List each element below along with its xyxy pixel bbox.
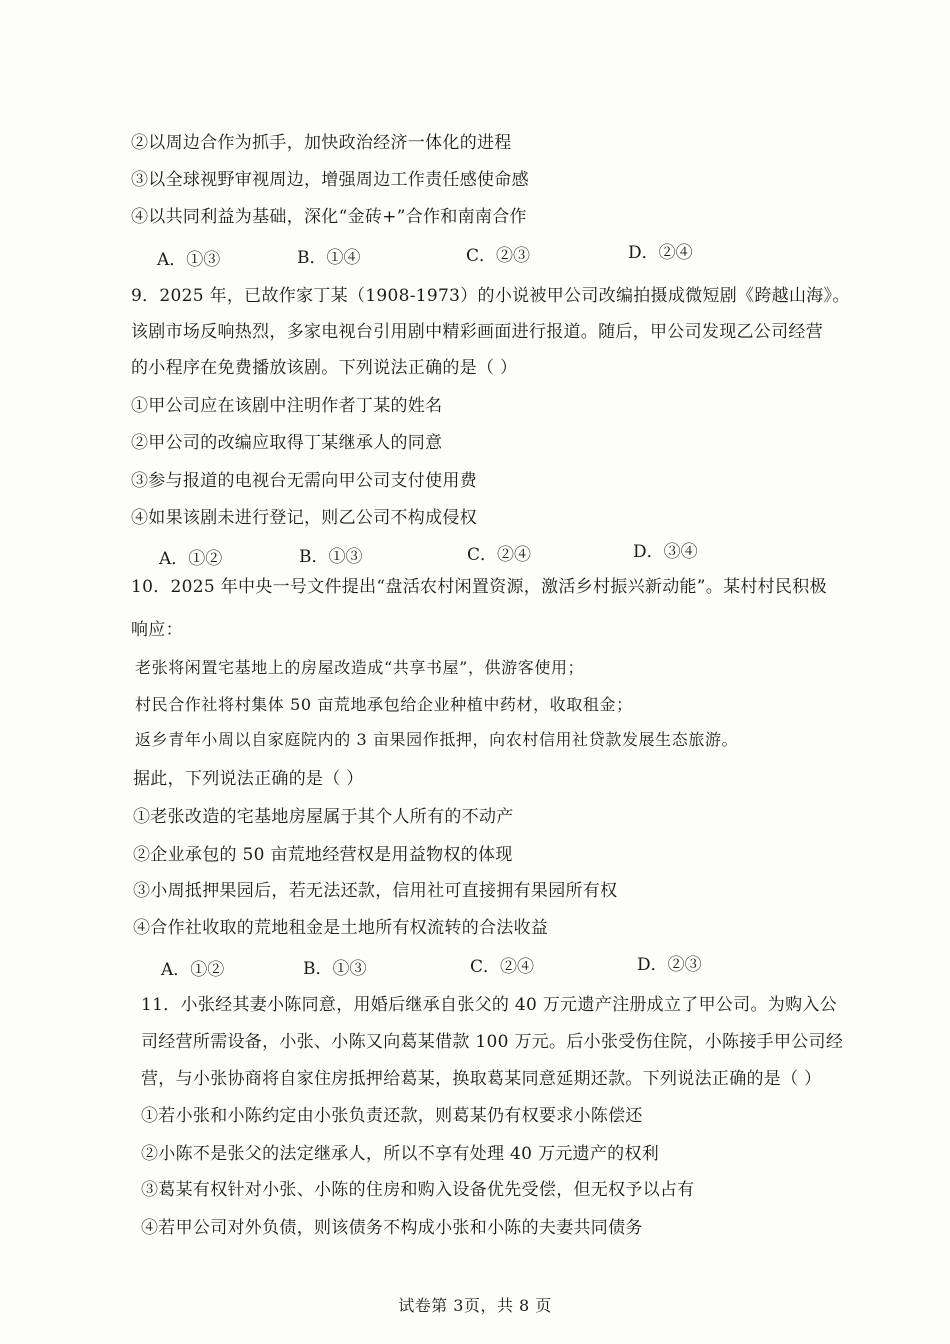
q9-item-4: ④如果该剧未进行登记，则乙公司不构成侵权 [131,508,477,528]
q8-option-a: A．①③ [157,250,221,270]
q11-item-4: ④若甲公司对外负债，则该债务不构成小张和小陈的夫妻共同债务 [141,1218,643,1238]
q9-option-b: B．①③ [299,547,363,567]
q9-option-a: A．①② [159,549,223,569]
q10-item-1: ①老张改造的宅基地房屋属于其个人所有的不动产 [133,807,514,827]
q8-option-b: B．①④ [297,248,361,268]
q10-option-a: A．①② [161,960,225,980]
q10-prompt: 据此，下列说法正确的是（ ） [133,769,364,789]
q11-item-3: ③葛某有权针对小张、小陈的住房和购入设备优先受偿，但无权予以占有 [141,1180,695,1200]
q11-stem-line-3: 营，与小张协商将自家住房抵押给葛某，换取葛某同意延期还款。下列说法正确的是（ ） [141,1069,822,1089]
q10-quote-2: 村民合作社将村集体 50 亩荒地承包给企业种植中药材，收取租金； [135,695,633,714]
q9-item-1: ①甲公司应在该剧中注明作者丁某的姓名 [131,396,443,416]
q10-option-d: D．②③ [637,955,702,975]
q11-item-1: ①若小张和小陈约定由小张负责还款，则葛某仍有权要求小陈偿还 [141,1106,643,1126]
q10-stem-line-2: 响应： [131,620,183,640]
q9-item-2: ②甲公司的改编应取得丁某继承人的同意 [131,433,443,453]
page-footer: 试卷第 3页，共 8 页 [398,1296,552,1315]
q9-item-3: ③参与报道的电视台无需向甲公司支付使用费 [131,471,477,491]
q8-option-d: D．②④ [628,243,693,263]
q9-stem-line-3: 的小程序在免费播放该剧。下列说法正确的是（ ） [131,358,518,378]
q8-item-2: ②以周边合作为抓手，加快政治经济一体化的进程 [131,133,512,153]
q8-item-4: ④以共同利益为基础，深化“金砖+”合作和南南合作 [131,207,527,227]
q11-item-2: ②小陈不是张父的法定继承人，所以不享有处理 40 万元遗产的权利 [141,1144,660,1164]
q10-stem-line-1: 10．2025 年中央一号文件提出“盘活农村闲置资源，激活乡村振兴新动能”。某村村民积极 [131,577,827,597]
q9-option-d: D．③④ [633,542,698,562]
q10-quote-3: 返乡青年小周以自家庭院内的 3 亩果园作抵押，向农村信用社贷款发展生态旅游。 [135,730,739,749]
q9-option-c: C．②④ [467,545,532,565]
q9-stem-line-2: 该剧市场反响热烈，多家电视台引用剧中精彩画面进行报道。随后，甲公司发现乙公司经营 [131,322,823,342]
q11-stem-line-2: 司经营所需设备，小张、小陈又向葛某借款 100 万元。后小张受伤住院，小陈接手甲公司经 [141,1032,844,1052]
q11-stem-line-1: 11．小张经其妻小陈同意，用婚后继承自张父的 40 万元遗产注册成立了甲公司。为购入公 [141,995,837,1015]
q10-option-c: C．②④ [470,957,535,977]
q10-quote-1: 老张将闲置宅基地上的房屋改造成“共享书屋”，供游客使用； [135,658,585,677]
q10-item-3: ③小周抵押果园后，若无法还款，信用社可直接拥有果园所有权 [133,881,618,901]
q8-item-3: ③以全球视野审视周边，增强周边工作责任感使命感 [131,170,529,190]
q8-option-c: C．②③ [466,246,531,266]
q10-item-2: ②企业承包的 50 亩荒地经营权是用益物权的体现 [133,845,513,865]
q10-option-b: B．①③ [303,959,367,979]
q10-item-4: ④合作社收取的荒地租金是土地所有权流转的合法收益 [133,918,549,938]
q9-stem-line-1: 9．2025 年，已故作家丁某（1908-1973）的小说被甲公司改编拍摄成微短剧《跨越山海》。 [131,286,850,306]
